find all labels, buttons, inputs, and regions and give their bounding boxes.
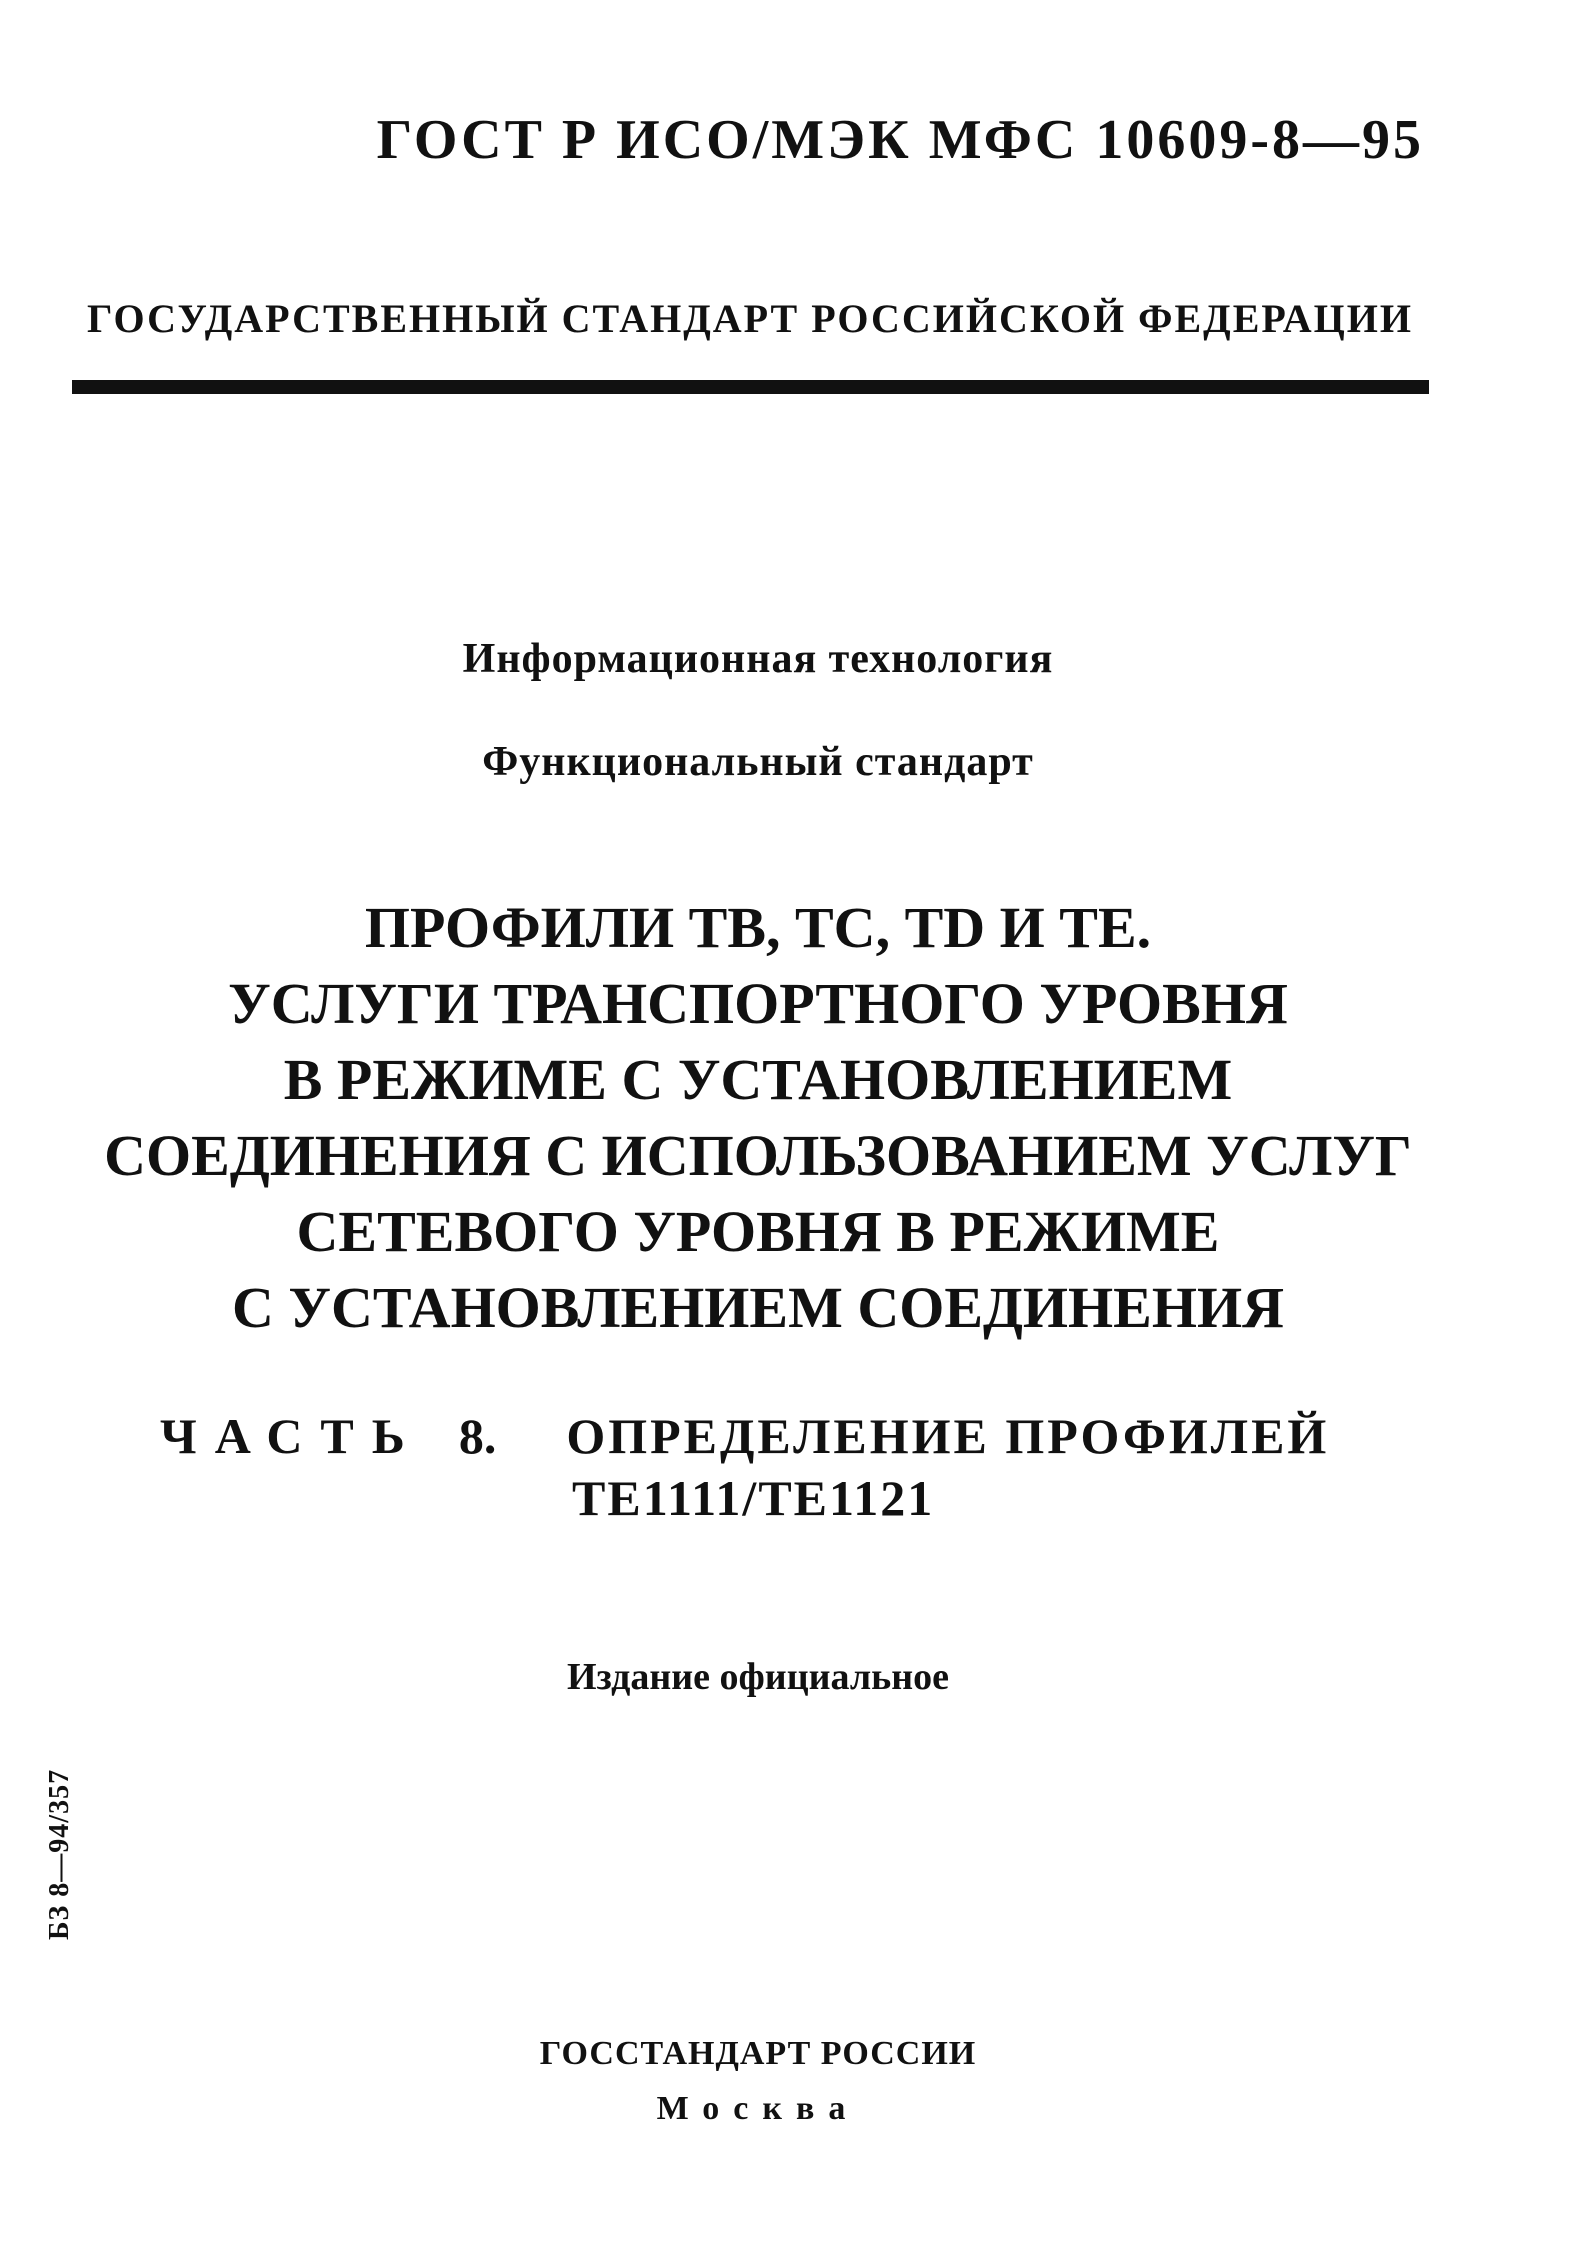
- state-standard-title: ГОСУДАРСТВЕННЫЙ СТАНДАРТ РОССИЙСКОЙ ФЕДЕРАЦИИ: [87, 296, 1413, 341]
- edition-note: Издание официальное: [566, 1656, 949, 1698]
- part-name-line2: TE1111/TE1121: [572, 1470, 935, 1526]
- main-title-line: В РЕЖИМЕ С УСТАНОВЛЕНИЕМ: [283, 1047, 1233, 1112]
- main-title-line: ПРОФИЛИ ТВ, ТС, TD И ТЕ.: [364, 895, 1152, 960]
- main-title-line: СЕТЕВОГО УРОВНЯ В РЕЖИМЕ: [296, 1199, 1220, 1264]
- side-code: БЗ 8—94/357: [44, 1768, 75, 1940]
- part-number: 8.: [458, 1408, 497, 1464]
- main-title-line: УСЛУГИ ТРАНСПОРТНОГО УРОВНЯ: [228, 971, 1288, 1036]
- main-title-line: С УСТАНОВЛЕНИЕМ СОЕДИНЕНИЯ: [232, 1275, 1284, 1340]
- city: Москва: [656, 2090, 860, 2127]
- main-title: [0, 890, 1516, 1346]
- header-rule: [72, 380, 1429, 394]
- part-label: ЧАСТЬ: [160, 1408, 423, 1464]
- subject-heading: Информационная технология: [462, 636, 1054, 682]
- main-title-line: СОЕДИНЕНИЯ С ИСПОЛЬЗОВАНИЕМ УСЛУГ: [104, 1123, 1412, 1188]
- publisher: ГОССТАНДАРТ РОССИИ: [539, 2035, 977, 2072]
- part-name: ОПРЕДЕЛЕНИЕ ПРОФИЛЕЙ: [566, 1408, 1330, 1464]
- standard-kind-heading: Функциональный стандарт: [482, 739, 1034, 785]
- document-code: ГОСТ Р ИСО/МЭК МФС 10609-8—95: [376, 109, 1424, 171]
- part-heading: [160, 1405, 1360, 1529]
